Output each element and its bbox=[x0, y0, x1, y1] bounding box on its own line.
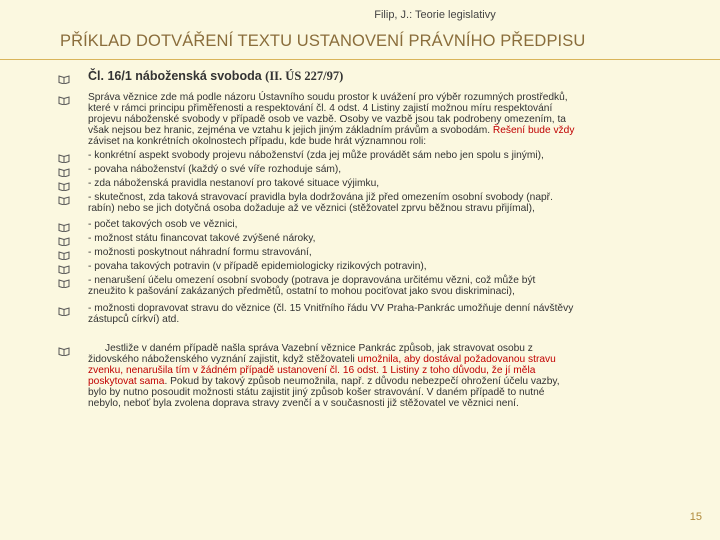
paragraph-line bbox=[88, 365, 535, 376]
case-heading bbox=[88, 71, 343, 82]
highlighted-text: umožnila, aby dostával požadovanou stravu bbox=[357, 354, 556, 365]
list-item: - možnosti dopravovat stravu do věznice (čl. 15 Vnitřního řádu VV Praha-Pankrác umožňuje denní návštěvy bbox=[88, 303, 574, 314]
paragraph-line: Správa věznice zde má podle názoru Ústavního soudu prostor k uvážení pro výběr rozumných prostředků, bbox=[88, 92, 568, 103]
paragraph-line: bylo by nutno posoudit možnosti státu zajistit jiný způsob košer stravování. V daném případě to nutné bbox=[88, 387, 545, 398]
list-item-continuation: rabín) nebo se jich dotyčná osoba dožaduje až ve věznici (stěžovatel zprvu běžnou stravu přijímal), bbox=[88, 203, 535, 214]
list-item: - skutečnost, zda taková stravovací pravidla byla dodržována již před omezením osobní svobody (např. bbox=[88, 192, 553, 203]
book-bullet-icon bbox=[58, 167, 70, 177]
paragraph-text: Jestliže v daném případě našla správa Vazební věznice Pankrác způsob, jak stravovat osobu z bbox=[88, 343, 533, 354]
list-item-continuation: zneužito k pašování zakázaných předmětů, ostatní to mohou pociťovat jako svou diskriminaci), bbox=[88, 286, 515, 297]
slide-header-note: Filip, J.: Teorie legislativy bbox=[374, 9, 496, 21]
highlighted-text: zvenku, nenarušila tím v žádném případě ustanovení čl. 16 odst. 1 Listiny z toho důvodu, že jí měla bbox=[88, 365, 536, 376]
list-item: - nenarušení účelu omezení osobní svobody (potrava je dopravována určitému vězni, což může být bbox=[88, 275, 536, 286]
paragraph-text: však nejsou bez hranic, zejména ve vztahu k jejich jiným základním právům a svobodám. bbox=[88, 125, 491, 136]
list-item: - zda náboženská pravidla nestanoví pro takové situace výjimku, bbox=[88, 178, 380, 189]
title-divider bbox=[0, 59, 720, 60]
book-bullet-icon bbox=[58, 250, 70, 260]
list-item: - možnosti poskytnout náhradní formu stravování, bbox=[88, 247, 312, 258]
list-item: - počet takových osob ve věznici, bbox=[88, 219, 238, 230]
paragraph-line bbox=[88, 343, 533, 354]
book-bullet-icon bbox=[58, 153, 70, 163]
book-bullet-icon bbox=[58, 74, 70, 84]
paragraph-line bbox=[88, 354, 556, 365]
case-court-ref: (II. ÚS 227/97) bbox=[265, 69, 344, 83]
book-bullet-icon bbox=[58, 222, 70, 232]
slide-title: PŘÍKLAD DOTVÁŘENÍ TEXTU USTANOVENÍ PRÁVNÍHO PŘEDPISU bbox=[60, 32, 586, 50]
paragraph-line bbox=[88, 376, 560, 387]
list-item: - možnost státu financovat takové zvýšené nároky, bbox=[88, 233, 316, 244]
list-item-continuation: zástupců církví) atd. bbox=[88, 314, 180, 325]
highlighted-text: Řešení bude vždy bbox=[490, 125, 575, 136]
book-bullet-icon bbox=[58, 346, 70, 356]
book-bullet-icon bbox=[58, 95, 70, 105]
paragraph-line: záviset na konkrétních okolnostech případu, kde bude hrát významnou roli: bbox=[88, 136, 427, 147]
paragraph-line: které v rámci principu přiměřenosti a respektování čl. 4 odst. 4 Listiny zajistí možnou míru respektování bbox=[88, 103, 553, 114]
book-bullet-icon bbox=[58, 306, 70, 316]
book-bullet-icon bbox=[58, 264, 70, 274]
book-bullet-icon bbox=[58, 181, 70, 191]
highlighted-text: poskytovat sama bbox=[88, 376, 165, 387]
case-article: Čl. 16/1 náboženská svoboda bbox=[88, 69, 262, 83]
paragraph-line bbox=[88, 125, 574, 136]
book-bullet-icon bbox=[58, 278, 70, 288]
list-item: - povaha náboženství (každý o své víře rozhoduje sám), bbox=[88, 164, 342, 175]
list-item: - konkrétní aspekt svobody projevu náboženství (zda jej může provádět sám nebo jen spolu s jinými), bbox=[88, 150, 544, 161]
page-number: 15 bbox=[689, 511, 702, 523]
book-bullet-icon bbox=[58, 195, 70, 205]
book-bullet-icon bbox=[58, 236, 70, 246]
paragraph-text: židovského náboženského vyznání zajistit, když stěžovateli bbox=[88, 354, 358, 365]
paragraph-line: nebylo, neboť byla zvolena doprava stravy zvenčí a v současnosti již stěžovatel ve věznici není. bbox=[88, 398, 519, 409]
paragraph-text: . Pokud by takový způsob neumožnila, např. z důvodu nebezpečí ohrožení účelu vazby, bbox=[164, 376, 560, 387]
list-item: - povaha takových potravin (v případě epidemiologicky rizikových potravin), bbox=[88, 261, 427, 272]
paragraph-line: projevu náboženské svobody v případě osob ve vazbě. Osoby ve vazbě jsou tak podrobeny omezením, ta bbox=[88, 114, 566, 125]
